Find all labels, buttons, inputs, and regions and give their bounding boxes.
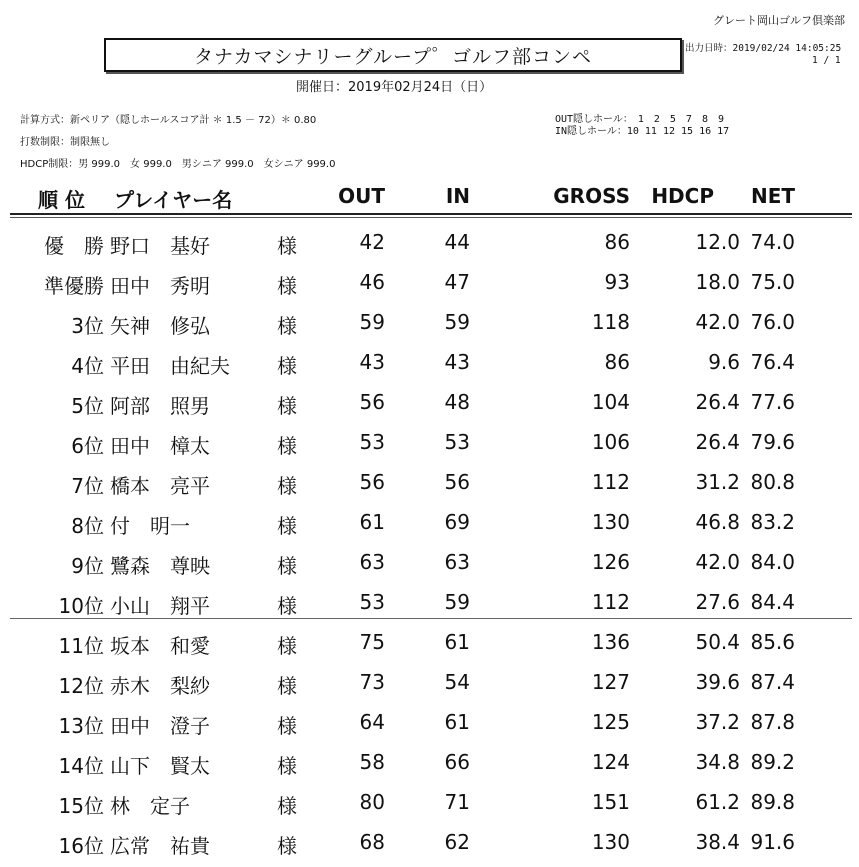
header-out: OUT [338,184,385,208]
document-title: タナカマシナリーグループ゜ゴルフ部コンペ [104,38,682,72]
in-hidden-holes: IN隠しホール：10 11 12 15 16 17 [555,126,730,137]
cell-hdcp: 42.0 [695,310,740,334]
table-row [0,502,859,538]
cell-name: 坂本 和愛 [110,634,210,658]
cell-in: 56 [444,470,470,494]
cell-honorific: 様 [277,274,297,298]
section-divider [10,618,852,619]
header-rank: 順 位 [38,188,85,212]
cell-net: 84.0 [750,550,795,574]
table-row [0,702,859,738]
cell-out: 73 [359,670,385,694]
cell-name: 平田 由紀夫 [110,354,230,378]
cell-in: 61 [444,710,470,734]
cell-in: 53 [444,430,470,454]
cell-in: 59 [444,310,470,334]
cell-hdcp: 46.8 [695,510,740,534]
cell-gross: 151 [591,790,630,814]
cell-in: 47 [444,270,470,294]
cell-net: 89.8 [750,790,795,814]
header-gross: GROSS [553,184,630,208]
cell-hdcp: 18.0 [695,270,740,294]
cell-in: 63 [444,550,470,574]
cell-name: 矢神 修弘 [110,314,210,338]
cell-out: 56 [359,390,385,414]
club-name: グレート岡山ゴルフ倶楽部 [713,14,845,27]
header-player: プレイヤー名 [114,188,233,212]
output-datetime: 出力日時：2019/02/24 14:05:25 [685,43,842,54]
cell-honorific: 様 [277,794,297,818]
cell-gross: 130 [591,510,630,534]
cell-rank: 15位 [58,794,104,818]
cell-net: 76.0 [750,310,795,334]
cell-in: 69 [444,510,470,534]
cell-name: 山下 賢太 [110,754,210,778]
cell-rank: 6位 [71,434,104,458]
cell-out: 58 [359,750,385,774]
cell-hdcp: 31.2 [695,470,740,494]
stroke-limit: 打数制限：制限無し [20,137,110,148]
table-row [0,462,859,498]
cell-gross: 93 [604,270,630,294]
cell-hdcp: 38.4 [695,830,740,854]
cell-net: 84.4 [750,590,795,614]
cell-honorific: 様 [277,634,297,658]
cell-honorific: 様 [277,314,297,338]
table-row [0,782,859,818]
cell-out: 61 [359,510,385,534]
cell-net: 87.4 [750,670,795,694]
cell-in: 44 [444,230,470,254]
cell-net: 77.6 [750,390,795,414]
cell-gross: 112 [591,590,630,614]
cell-rank: 12位 [58,674,104,698]
table-row [0,542,859,578]
cell-in: 71 [444,790,470,814]
cell-hdcp: 50.4 [695,630,740,654]
cell-gross: 127 [591,670,630,694]
cell-net: 87.8 [750,710,795,734]
table-row [0,662,859,698]
cell-in: 61 [444,630,470,654]
cell-name: 赤木 梨紗 [110,674,210,698]
cell-gross: 126 [591,550,630,574]
cell-net: 80.8 [750,470,795,494]
table-row [0,742,859,778]
table-row [0,382,859,418]
cell-out: 68 [359,830,385,854]
cell-honorific: 様 [277,234,297,258]
hdcp-limit: HDCP制限：男 999.0 女 999.0 男シニア 999.0 女シニア 999.0 [20,159,336,170]
cell-honorific: 様 [277,474,297,498]
cell-gross: 86 [604,350,630,374]
cell-rank: 14位 [58,754,104,778]
cell-in: 43 [444,350,470,374]
cell-name: 橋本 亮平 [110,474,210,498]
cell-out: 42 [359,230,385,254]
event-date: 開催日：2019年02月24日（日） [296,80,493,95]
cell-in: 54 [444,670,470,694]
cell-honorific: 様 [277,354,297,378]
header-in: IN [445,184,470,208]
cell-in: 62 [444,830,470,854]
cell-hdcp: 37.2 [695,710,740,734]
cell-rank: 16位 [58,834,104,858]
cell-name: 付 明一 [110,514,190,538]
cell-rank: 5位 [71,394,104,418]
cell-rank: 10位 [58,594,104,618]
cell-honorific: 様 [277,394,297,418]
cell-gross: 112 [591,470,630,494]
cell-out: 43 [359,350,385,374]
table-row [0,582,859,618]
table-row [0,302,859,338]
cell-hdcp: 9.6 [708,350,740,374]
cell-hdcp: 26.4 [695,390,740,414]
cell-net: 75.0 [750,270,795,294]
cell-out: 80 [359,790,385,814]
cell-in: 59 [444,590,470,614]
cell-hdcp: 39.6 [695,670,740,694]
cell-in: 66 [444,750,470,774]
cell-name: 田中 樟太 [110,434,210,458]
cell-gross: 104 [591,390,630,414]
calc-method: 計算方式：新ペリア（隠しホールスコア計 ＊ 1.5 － 72）＊ 0.80 [20,115,317,126]
cell-out: 75 [359,630,385,654]
cell-gross: 118 [591,310,630,334]
cell-honorific: 様 [277,714,297,738]
table-row [0,342,859,378]
table-row [0,622,859,658]
header-divider [10,213,852,215]
table-row [0,422,859,458]
cell-hdcp: 61.2 [695,790,740,814]
cell-net: 79.6 [750,430,795,454]
cell-out: 46 [359,270,385,294]
cell-gross: 130 [591,830,630,854]
cell-rank: 8位 [71,514,104,538]
cell-honorific: 様 [277,834,297,858]
cell-rank: 準優勝 [44,274,104,298]
cell-hdcp: 27.6 [695,590,740,614]
cell-gross: 124 [591,750,630,774]
page-number: 1 / 1 [812,55,841,66]
cell-name: 野口 基好 [110,234,210,258]
cell-net: 74.0 [750,230,795,254]
cell-gross: 125 [591,710,630,734]
cell-name: 鷺森 尊映 [110,554,210,578]
cell-honorific: 様 [277,434,297,458]
cell-honorific: 様 [277,674,297,698]
cell-out: 56 [359,470,385,494]
cell-rank: 4位 [71,354,104,378]
cell-hdcp: 34.8 [695,750,740,774]
out-hidden-holes: OUT隠しホール： 1 2 5 7 8 9 [555,114,724,125]
cell-honorific: 様 [277,514,297,538]
cell-out: 64 [359,710,385,734]
cell-gross: 86 [604,230,630,254]
cell-out: 59 [359,310,385,334]
cell-net: 83.2 [750,510,795,534]
header-hdcp: HDCP [651,184,714,208]
cell-name: 阿部 照男 [110,394,210,418]
cell-name: 広常 祐貴 [110,834,210,858]
cell-out: 53 [359,590,385,614]
cell-name: 田中 澄子 [110,714,210,738]
cell-name: 小山 翔平 [110,594,210,618]
cell-hdcp: 42.0 [695,550,740,574]
cell-rank: 11位 [58,634,104,658]
table-row [0,262,859,298]
cell-out: 63 [359,550,385,574]
cell-name: 林 定子 [110,794,190,818]
cell-rank: 13位 [58,714,104,738]
cell-name: 田中 秀明 [110,274,210,298]
table-row [0,222,859,258]
header-divider-thin [10,217,852,218]
cell-rank: 9位 [71,554,104,578]
cell-net: 89.2 [750,750,795,774]
cell-hdcp: 12.0 [695,230,740,254]
cell-net: 85.6 [750,630,795,654]
cell-honorific: 様 [277,594,297,618]
cell-net: 91.6 [750,830,795,854]
cell-out: 53 [359,430,385,454]
cell-rank: 7位 [71,474,104,498]
cell-hdcp: 26.4 [695,430,740,454]
cell-gross: 106 [591,430,630,454]
cell-rank: 優 勝 [44,234,104,258]
cell-in: 48 [444,390,470,414]
cell-net: 76.4 [750,350,795,374]
cell-rank: 3位 [71,314,104,338]
cell-gross: 136 [591,630,630,654]
cell-honorific: 様 [277,754,297,778]
header-net: NET [750,184,795,208]
table-row [0,822,859,858]
cell-honorific: 様 [277,554,297,578]
